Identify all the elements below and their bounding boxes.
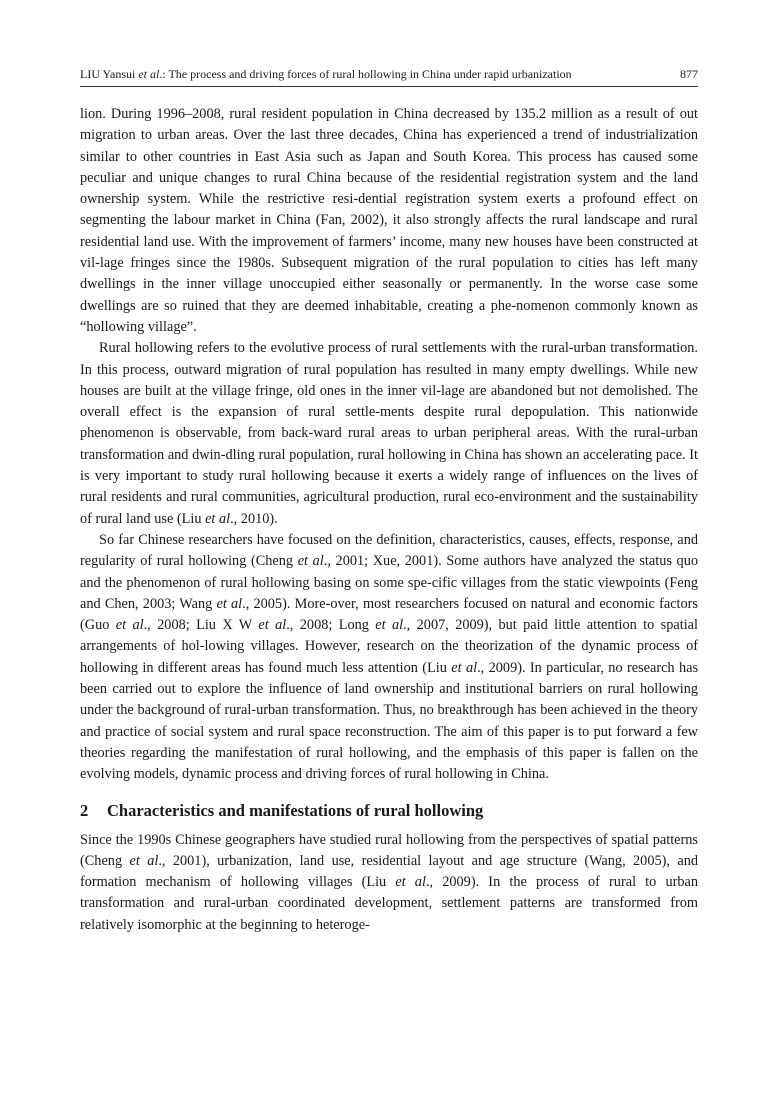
paragraph-3: [80, 530, 698, 786]
running-header: [80, 64, 698, 84]
text-run: ., 2007, 2009), but paid little attention to spatial arrangements of hol-lowing villages. However, research on the theorization of the dynamic process of hollowing in different areas has found much less attention (Liu: [80, 617, 698, 676]
citation-etal: et al: [451, 659, 478, 676]
text-run: Since the 1990s Chinese geographers have studied rural hollowing from the perspectives of spatial patterns (Cheng: [80, 831, 698, 869]
text-run: So far Chinese researchers have focused on the definition, characteristics, causes, effects, response, and regularity of rural hollowing (Cheng: [80, 531, 698, 570]
citation-etal: et al: [395, 874, 426, 891]
text-run: ., 2008; Liu X W: [143, 617, 259, 634]
citation-etal: et al: [205, 510, 231, 527]
text-run: ., 2010).: [230, 510, 278, 527]
section-number: 2: [80, 800, 89, 820]
citation-etal: et al: [258, 617, 287, 634]
text-run: ., 2008; Long: [286, 617, 376, 634]
text-run: Rural hollowing refers to the evolutive process of rural settlements with the rural-urban transformation. In this process, outward migration of rural population has resulted in many empty dwellings. While new houses are built at the village fringe, old ones in the inner vil-lage are abandoned but not demolished. The overall effect is the expansion of rural settle-ments despite rural depopulation. This nationwide phenomenon is observable, from back-ward rural areas to urban peripheral areas. With the rural-urban transformation and dwin-dling rural population, rural hollowing in China has shown an accelerating pace. It is very important to study rural hollowing because it exerts a widely range of influences on the lives of rural residents and rural communities, agricultural production, rural eco-environment and the sustainability of rural land use (Liu: [80, 340, 698, 527]
text-run: ., 2005). More-over, most researchers focused on natural and economic factors (Guo: [80, 595, 698, 634]
text-run: lion. During 1996–2008, rural resident population in China decreased by 135.2 million as a result of out migration to urban areas. Over the last three decades, China has experienced a trend of industrialization similar to other countries in East Asia such as Japan and South Korea. This process has caused some peculiar and unique changes to rural China because of the residential registration system and the land ownership system. While the restrictive resi-dential registration system exerts a profound effect on segmenting the labour market in China (Fan, 2002), it also strongly affects the rural landscape and rural residential land use. With the improvement of farmers’ income, many new houses have been constructed at vil-lage fringes since the 1980s. Subsequent migration of the rural population to cities has left many dwellings in the inner village unoccupied either seasonally or permanently. In the worse case some dwellings are so ruined that they are deemed inhabitable, creating a phe-nomenon commonly known as “hollowing village”.: [80, 106, 698, 335]
header-rule: [80, 86, 698, 87]
citation-etal: et al: [375, 617, 404, 634]
section-heading: [80, 800, 698, 822]
running-head-title: [80, 64, 572, 84]
paragraph-4: [80, 830, 698, 936]
paragraph-1: [80, 104, 698, 338]
text-run: ., 2001; Xue, 2001). Some authors have analyzed the status quo and the phenomenon of rural hollowing basing on some spe-cific villages from the static viewpoints (Feng and Chen, 2003; Wang: [80, 553, 699, 612]
text-run: ., 2009). In particular, no research has been carried out to explore the influence of land ownership and institutional barriers on rural hollowing under the background of rural-urban transformation. Thus, no breakthrough has been achieved in the theory and practice of social system and rural space reconstruction. The aim of this paper is to put forward a few theories regarding the manifestation of rural hollowing, and the emphasis of this paper is fallen on the evolving models, dynamic process and driving forces of rural hollowing in China.: [80, 659, 699, 783]
text-run: ., 2001), urbanization, land use, residential layout and age structure (Wang, 2005), and formation mechanism of hollowing villages (Liu: [80, 852, 698, 891]
citation-etal: et al: [297, 553, 324, 570]
article-body: [80, 104, 698, 936]
running-head-etal: et al: [138, 67, 160, 81]
citation-etal: et al: [115, 617, 144, 634]
section-title: Characteristics and manifestations of rural hollowing: [107, 800, 484, 820]
running-head-text: .: The process and driving forces of rural hollowing in China under rapid urbanization: [159, 67, 572, 81]
citation-etal: et al: [216, 595, 243, 612]
text-run: ., 2009). In the process of rural to urban transformation and rural-urban coordinated development, settlement patterns are transformed from relatively isomorphic at the beginning to heteroge-: [80, 874, 698, 933]
citation-etal: et al: [129, 852, 159, 869]
paragraph-2: [80, 338, 698, 530]
running-head-authors: LIU Yansui: [80, 67, 139, 81]
page-number: 877: [680, 67, 698, 81]
